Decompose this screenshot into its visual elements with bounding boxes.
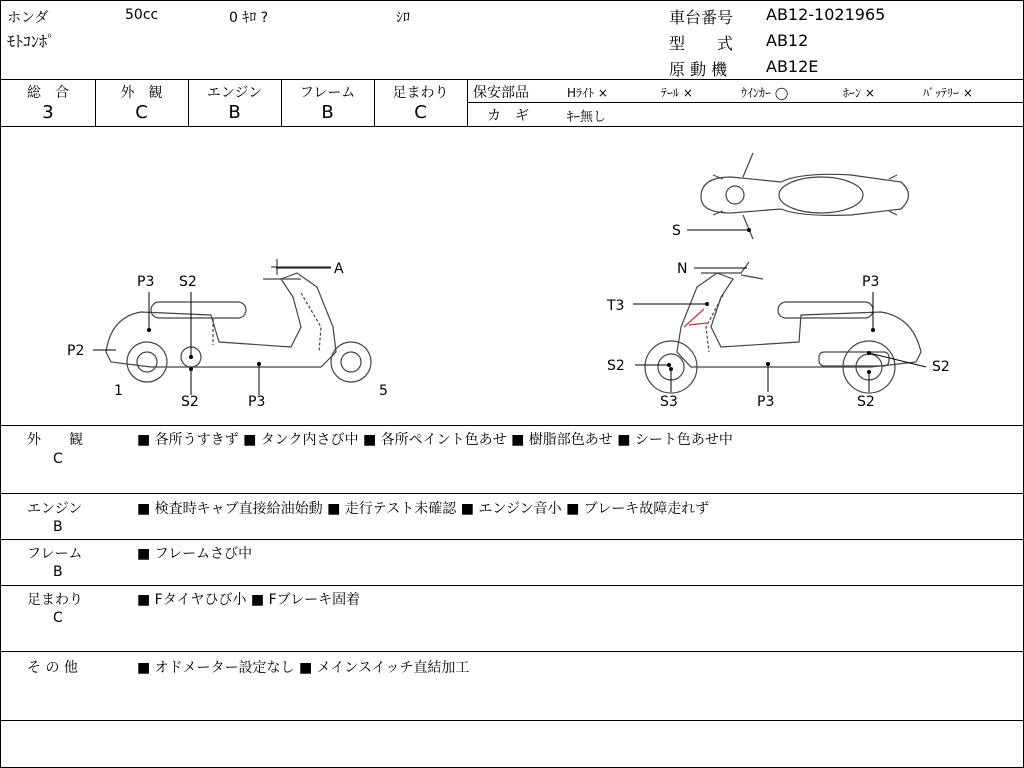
displacement: 50cc xyxy=(125,7,159,23)
engine-label: 原 動 機 xyxy=(669,60,728,79)
mileage: 0 ｷﾛ ? xyxy=(229,10,269,26)
label-right-s2-right: S2 xyxy=(932,359,950,375)
key-value: ｷｰ無し xyxy=(567,110,607,125)
label-right-n: N xyxy=(677,261,688,277)
label-left-s2-top: S2 xyxy=(179,274,197,290)
label-right-s2-left: S2 xyxy=(607,358,625,374)
model-name: ﾓﾄｺﾝﾎﾟ xyxy=(7,32,56,51)
section-frame-items: ■ フレームさび中 xyxy=(137,546,253,562)
safety-winker: ｳｲﾝｶｰ ◯ xyxy=(741,86,789,100)
grade-engine-value: B xyxy=(228,102,241,123)
label-right-s2-bottom: S2 xyxy=(857,394,875,410)
grade-total-label: 総 合 xyxy=(27,85,69,101)
type-label: 型 式 xyxy=(669,34,734,53)
section-engine-items: ■ 検査時キャブ直接給油始動 ■ 走行テスト未確認 ■ エンジン音小 ■ ブレーキ故障走れず xyxy=(137,501,710,517)
section-suspension-items: ■ Fタイヤひび小 ■ Fブレーキ固着 xyxy=(137,592,361,608)
safety-horn: ﾎｰﾝ × xyxy=(843,86,875,100)
frame-no-label: 車台番号 xyxy=(669,8,734,27)
section-exterior-label: 外 観 xyxy=(27,432,83,448)
section-frame-label: フレーム xyxy=(27,546,83,562)
section-other-label: そ の 他 xyxy=(27,660,78,676)
safety-headlight: Hﾗｲﾄ × xyxy=(567,86,608,100)
section-other-items: ■ オドメーター設定なし ■ メインスイッチ直結加工 xyxy=(137,660,470,676)
color: ｼﾛ xyxy=(396,10,410,26)
scooter-diagram xyxy=(1,127,1023,425)
label-right-t3: T3 xyxy=(607,298,625,314)
label-left-1: 1 xyxy=(114,383,123,399)
label-left-a: A xyxy=(334,261,344,277)
label-top-s: S xyxy=(672,223,681,239)
right-scooter-illustration xyxy=(645,262,921,393)
grade-exterior-value: C xyxy=(135,102,148,123)
grade-exterior-label: 外 観 xyxy=(120,85,163,101)
grade-total-value: 3 xyxy=(42,102,54,123)
grade-frame-value: B xyxy=(321,102,334,123)
section-suspension-grade: C xyxy=(53,610,63,626)
label-left-5: 5 xyxy=(379,383,388,399)
frame-no: AB12-1021965 xyxy=(766,5,886,24)
grade-suspension-label: 足まわり xyxy=(392,85,449,101)
label-left-p3: P3 xyxy=(137,274,155,290)
safety-label: 保安部品 xyxy=(473,85,529,101)
section-engine-grade: B xyxy=(53,519,63,535)
grade-frame-label: フレーム xyxy=(299,85,356,101)
label-left-p2: P2 xyxy=(67,343,85,359)
key-label: カ ギ xyxy=(487,108,529,124)
label-left-s2-bottom: S2 xyxy=(181,394,199,410)
section-exterior-items: ■ 各所うすきず ■ タンク内さび中 ■ 各所ペイント色あせ ■ 樹脂部色あせ ■ シート色あせ中 xyxy=(137,432,733,448)
section-frame-grade: B xyxy=(53,564,63,580)
safety-battery: ﾊﾞｯﾃﾘｰ × xyxy=(923,86,973,100)
label-left-p3-bottom: P3 xyxy=(248,394,266,410)
label-right-s3: S3 xyxy=(660,394,678,410)
type-value: AB12 xyxy=(766,31,809,50)
top-view-illustration xyxy=(701,153,909,239)
section-exterior-grade: C xyxy=(53,451,63,467)
section-engine-label: エンジン xyxy=(27,501,83,517)
safety-tail: ﾃｰﾙ × xyxy=(661,86,693,100)
section-suspension-label: 足まわり xyxy=(27,592,83,608)
label-right-p3-bottom: P3 xyxy=(757,394,775,410)
maker: ホンダ xyxy=(7,10,49,26)
label-right-p3: P3 xyxy=(862,274,880,290)
grade-engine-label: エンジン xyxy=(206,85,263,101)
engine-value: AB12E xyxy=(766,57,819,76)
grade-suspension-value: C xyxy=(414,102,427,123)
